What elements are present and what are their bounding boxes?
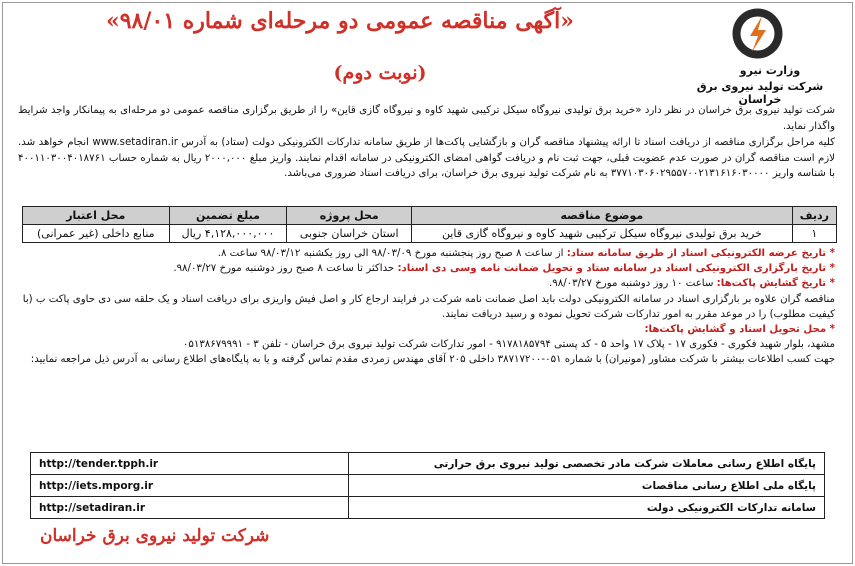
opening-date-label: * تاریخ گشایش پاکت‌ها: [716, 278, 835, 290]
opening-date-text: ساعت ۱۰ روز دوشنبه مورخ ۹۸/۰۳/۲۷. [549, 278, 714, 290]
company-name: شرکت تولید نیروی برق خراسان [696, 80, 824, 106]
link-name: سامانه تدارکات الکترونیکی دولت [348, 497, 824, 519]
notice-title: «آگهی مناقصه عمومی دو مرحله‌ای شماره ۹۸/۰۱» [105, 8, 575, 34]
delivery-location-label: * محل تحویل اسناد و گشایش پاکت‌ها: [644, 324, 835, 336]
tender-table [22, 206, 837, 243]
cell-funding: منابع داخلی (غیر عمرانی) [23, 225, 170, 243]
footer-company: شرکت تولید نیروی برق خراسان [40, 526, 270, 546]
col-header-guarantee: مبلغ تضمین [169, 207, 287, 225]
upload-deadline [18, 261, 835, 276]
payment-paragraph: واریز مبلغ ۲۰۰۰,۰۰۰ ریال به شماره حساب ۴۰۰۱۱۰۳۰۰۴۰۱۸۷۶۱ با شناسه واریز ۳۷۷۱۰۳۰۶۰۲۹۵۵۷۰۰۲۱۳۱۶۱۶۰۳۰۰۰۰ به نام شرکت تولید نیروی برق خراسان، برای دریافت اسناد ضروری می‌باشد. [18, 152, 835, 179]
link-url[interactable]: http://tender.tpph.ir [31, 453, 349, 475]
cell-guarantee: ۴,۱۲۸,۰۰۰,۰۰۰ ریال [169, 225, 287, 243]
link-url[interactable]: http://iets.mporg.ir [31, 475, 349, 497]
notice-round: (نوبت دوم) [333, 62, 427, 84]
procedure-paragraph [18, 135, 835, 182]
table-row [23, 225, 837, 243]
offer-date-text: از ساعت ۸ صبح روز پنجشنبه مورخ ۹۸/۰۳/۰۹ الی روز یکشنبه ۹۸/۰۳/۱۲ ساعت ۸. [217, 248, 564, 259]
company-logo-icon [730, 6, 785, 61]
upload-deadline-text: حداکثر تا ساعت ۸ صبح روز دوشنبه مورخ ۹۸/۰۳/۲۷. [173, 263, 395, 275]
table-row [31, 475, 825, 497]
opening-date [18, 276, 835, 291]
cell-subject: خرید برق تولیدی نیروگاه سیکل ترکیبی شهید کاوه و نیروگاه گازی قاین [412, 225, 793, 243]
submission-note: مناقصه گران علاوه بر بارگزاری اسناد در سامانه الکترونیکی دولت باید اصل ضمانت نامه شرکت در فرایند ارجاع کار و اصل فیش واریزی برای دریافت اسناد و یک حلقه سی دی حاوی پاکت ب (با کیفیت مطلوب) را در موعد مقرر به امور تدارکات شرکت تحویل نموده و رسید دریافت نمایند. [22, 293, 835, 320]
delivery-address: مشهد، بلوار شهید فکوری - فکوری ۱۷ - پلاک ۱۷ واحد ۵ - کد پستی ۹۱۷۸۱۸۵۷۹۴ - امور تدارکات شرکت تولید نیروی برق خراسان - تلفن ۳ - ۰۵۱۳۸۶۷۹۹۹۱ [182, 339, 835, 351]
offer-date-label: * تاریخ عرضه الکترونیکی اسناد از طریق سامانه ستاد: [566, 248, 835, 259]
ministry-name: وزارت نیرو [739, 64, 801, 77]
document-offer-date [18, 246, 835, 261]
link-url[interactable]: http://setadiran.ir [31, 497, 349, 519]
intro-paragraph: شرکت تولید نیروی برق خراسان در نظر دارد «خرید برق تولیدی نیروگاه سیکل ترکیبی شهید کاوه و نیروگاه گازی قاین» را از طریق برگزاری مناقصه عمومی دو مرحله‌ای به پیمانکار واجد شرایط واگذار نماید. [18, 105, 835, 132]
contact-info: جهت کسب اطلاعات بیشتر با شرکت مشاور (مونیران) با شماره ۰۵۱-۳۸۷۱۷۲۰۰ داخلی ۲۰۵ آقای مهندس زمردی مقدم تماس گرفته و یا به پایگاه‌های اطلاع رسانی به آدرس ذیل مراجعه نمایید: [30, 354, 835, 366]
col-header-subject: موضوع مناقصه [412, 207, 793, 225]
upload-deadline-label: * تاریخ بارگزاری الکترونیکی اسناد در سامانه ستاد و تحویل ضمانت نامه وسی دی اسناد: [397, 263, 835, 275]
setad-paragraph: کلیه مراحل برگزاری مناقصه از دریافت اسناد تا ارائه پیشنهاد مناقصه گران و بازگشایی پاکت‌ها از طریق سامانه تدارکات الکترونیکی دولت (ستاد) به آدرس www.setadiran.ir انجام خواهد شد. لازم است مناقصه گران در صورت عدم عضویت قبلی، جهت ثبت نام و دریافت گواهی امضای الکترونیکی در سامانه اقدام نمایند. [18, 137, 835, 164]
cell-row-number: ۱ [792, 225, 836, 243]
table-row [31, 453, 825, 475]
schedule-section [18, 246, 835, 368]
col-header-funding: محل اعتبار [23, 207, 170, 225]
link-name: پایگاه اطلاع رسانی معاملات شرکت مادر تخصصی تولید نیروی برق حرارتی [348, 453, 824, 475]
cell-location: استان خراسان جنوبی [287, 225, 412, 243]
info-links-table [30, 452, 825, 519]
col-header-row-number: ردیف [792, 207, 836, 225]
link-name: پایگاه ملی اطلاع رسانی مناقصات [348, 475, 824, 497]
table-row [31, 497, 825, 519]
col-header-location: محل پروژه [287, 207, 412, 225]
